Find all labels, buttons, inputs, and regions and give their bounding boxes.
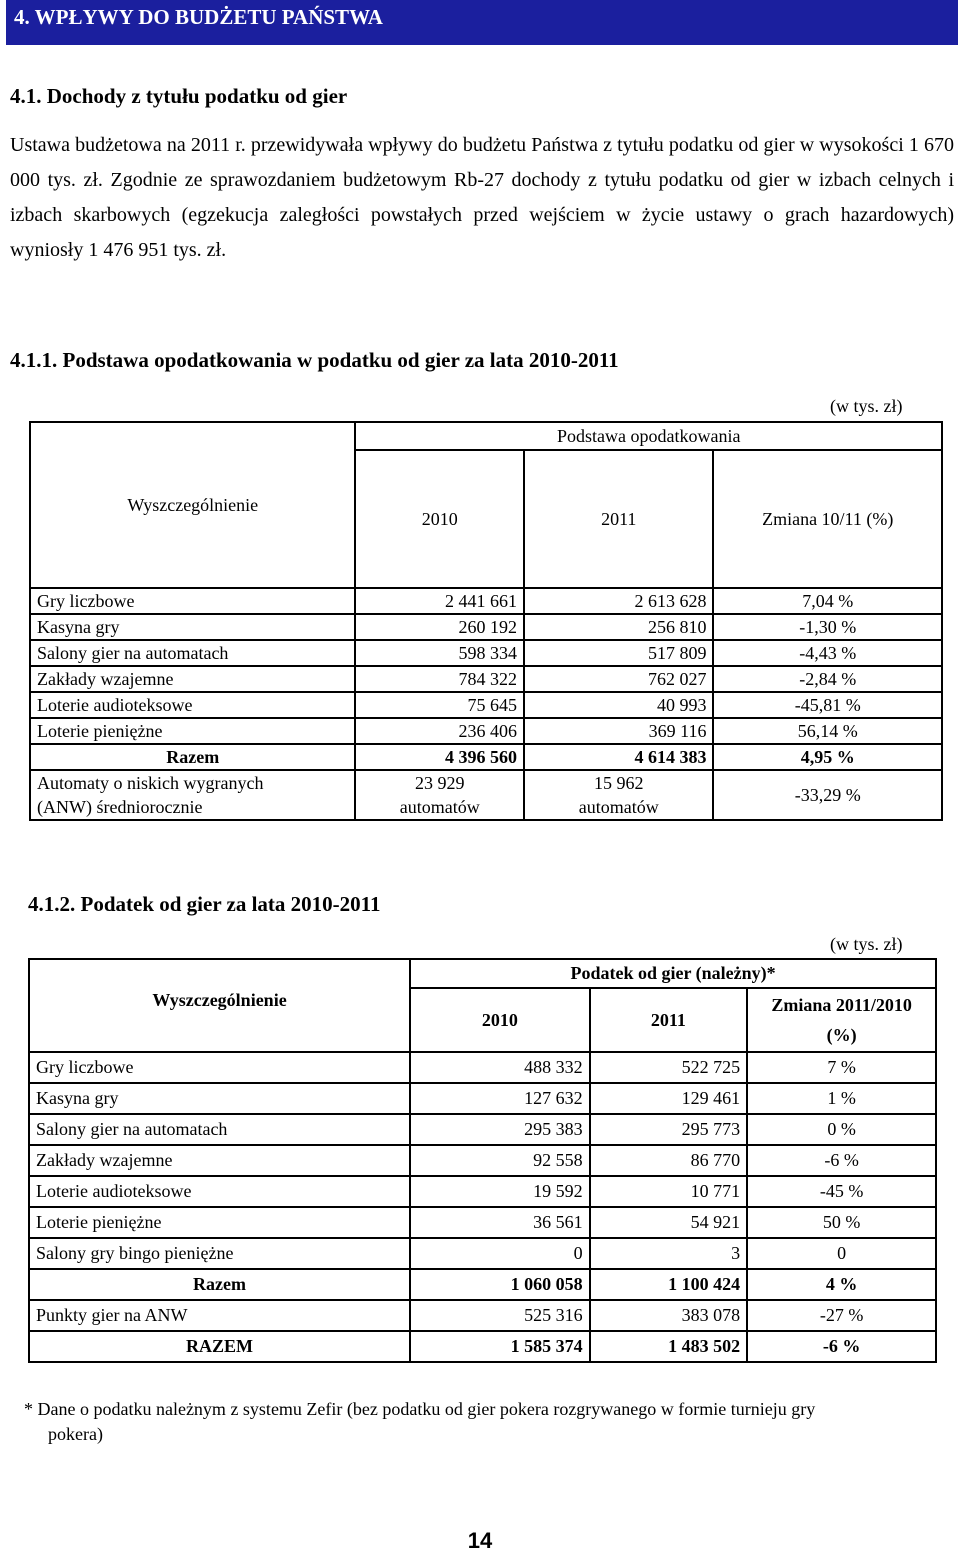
row-name: Razem xyxy=(30,744,355,770)
table-row xyxy=(30,692,942,718)
row-name: Salony gier na automatach xyxy=(29,1114,410,1145)
cell-2010: 0 xyxy=(410,1238,589,1269)
table1-col-2010: 2010 xyxy=(355,450,524,588)
cell-change: 4 % xyxy=(747,1269,936,1300)
table-row xyxy=(29,1083,936,1114)
table-row xyxy=(30,718,942,744)
row-name: RAZEM xyxy=(29,1331,410,1362)
cell-2010: 598 334 xyxy=(355,640,524,666)
table-row xyxy=(29,1052,936,1083)
footnote xyxy=(24,1397,958,1447)
table2-col-change xyxy=(747,988,936,1052)
cell-2010: 1 585 374 xyxy=(410,1331,589,1362)
cell-change: -45 % xyxy=(747,1176,936,1207)
change-header-line1: Zmiana 2011/2010 xyxy=(771,995,912,1015)
cell-2011: 256 810 xyxy=(524,614,713,640)
cell-2010: 1 060 058 xyxy=(410,1269,589,1300)
cell-2010: 260 192 xyxy=(355,614,524,640)
table1 xyxy=(29,421,943,821)
table-row xyxy=(30,640,942,666)
row-name: Loterie pieniężne xyxy=(30,718,355,744)
row-name: Loterie audioteksowe xyxy=(30,692,355,718)
table-total-row xyxy=(29,1269,936,1300)
cell-change: 0 xyxy=(747,1238,936,1269)
section-banner: 4. WPŁYWY DO BUDŻETU PAŃSTWA xyxy=(6,0,958,45)
cell-change: 7 % xyxy=(747,1052,936,1083)
table-row xyxy=(29,1176,936,1207)
cell-2010 xyxy=(355,770,524,820)
table-row-anw xyxy=(29,1300,936,1331)
cell-change: -6 % xyxy=(747,1331,936,1362)
cell-2011: 522 725 xyxy=(590,1052,748,1083)
cell-change: 0 % xyxy=(747,1114,936,1145)
cell-2010: 4 396 560 xyxy=(355,744,524,770)
cell-change: -1,30 % xyxy=(713,614,942,640)
row-name: Gry liczbowe xyxy=(30,588,355,614)
table1-header-label: Wyszczególnienie xyxy=(30,422,355,588)
cell-change: -2,84 % xyxy=(713,666,942,692)
cell-change: -45,81 % xyxy=(713,692,942,718)
cell-change: 1 % xyxy=(747,1083,936,1114)
row-name: Salony gier na automatach xyxy=(30,640,355,666)
cell-change: -6 % xyxy=(747,1145,936,1176)
footnote-line1: * Dane o podatku należnym z systemu Zefir (bez podatku od gier pokera rozgrywanego w formie turnieju gry xyxy=(24,1399,816,1419)
cell-2011: 1 483 502 xyxy=(590,1331,748,1362)
cell-change: 7,04 % xyxy=(713,588,942,614)
row-name: Zakłady wzajemne xyxy=(29,1145,410,1176)
footnote-line2: pokera) xyxy=(48,1424,103,1444)
row-name: Punkty gier na ANW xyxy=(29,1300,410,1331)
cell-2010-line2: automatów xyxy=(399,797,480,817)
cell-change: -27 % xyxy=(747,1300,936,1331)
cell-2010: 784 322 xyxy=(355,666,524,692)
cell-2010: 75 645 xyxy=(355,692,524,718)
row-name: Kasyna gry xyxy=(29,1083,410,1114)
cell-2011-line2: automatów xyxy=(578,797,659,817)
table2-unit: (w tys. zł) xyxy=(830,934,903,954)
row-name: Gry liczbowe xyxy=(29,1052,410,1083)
cell-2011: 1 100 424 xyxy=(590,1269,748,1300)
cell-2010: 92 558 xyxy=(410,1145,589,1176)
table1-unit: (w tys. zł) xyxy=(830,396,903,416)
row-name-line1: Automaty o niskich wygranych xyxy=(37,773,264,793)
row-name: Kasyna gry xyxy=(30,614,355,640)
table2-group-header: Podatek od gier (należny)* xyxy=(410,959,936,988)
table2-header-label: Wyszczególnienie xyxy=(29,959,410,1052)
cell-change: -4,43 % xyxy=(713,640,942,666)
cell-2010: 525 316 xyxy=(410,1300,589,1331)
cell-2011-line1: 15 962 xyxy=(593,773,644,793)
cell-2011: 762 027 xyxy=(524,666,713,692)
cell-2010: 19 592 xyxy=(410,1176,589,1207)
table1-col-change: Zmiana 10/11 (%) xyxy=(713,450,942,588)
table-row xyxy=(29,1238,936,1269)
cell-2011: 517 809 xyxy=(524,640,713,666)
table1-title: 4.1.1. Podstawa opodatkowania w podatku od gier za lata 2010-2011 xyxy=(10,348,619,372)
cell-2010: 488 332 xyxy=(410,1052,589,1083)
cell-2011: 129 461 xyxy=(590,1083,748,1114)
table-row xyxy=(30,614,942,640)
table-row-anw xyxy=(30,770,942,820)
table-row xyxy=(30,588,942,614)
cell-2011: 2 613 628 xyxy=(524,588,713,614)
row-name: Zakłady wzajemne xyxy=(30,666,355,692)
row-name: Salony gry bingo pieniężne xyxy=(29,1238,410,1269)
table2-col-2010: 2010 xyxy=(410,988,589,1052)
table2-col-2011: 2011 xyxy=(590,988,748,1052)
table2-title: 4.1.2. Podatek od gier za lata 2010-2011 xyxy=(28,892,381,916)
table-row xyxy=(30,666,942,692)
table2 xyxy=(28,958,937,1363)
cell-2011: 295 773 xyxy=(590,1114,748,1145)
subsection-title: 4.1. Dochody z tytułu podatku od gier xyxy=(10,84,348,108)
change-header-line2: (%) xyxy=(826,1025,857,1045)
cell-2010: 295 383 xyxy=(410,1114,589,1145)
cell-change: 50 % xyxy=(747,1207,936,1238)
cell-2011: 86 770 xyxy=(590,1145,748,1176)
row-name: Loterie audioteksowe xyxy=(29,1176,410,1207)
cell-2010: 127 632 xyxy=(410,1083,589,1114)
cell-2011: 54 921 xyxy=(590,1207,748,1238)
cell-2010: 36 561 xyxy=(410,1207,589,1238)
table1-group-header: Podstawa opodatkowania xyxy=(355,422,942,450)
row-name-line2: (ANW) średniorocznie xyxy=(37,797,203,817)
cell-change: 4,95 % xyxy=(713,744,942,770)
row-name: Razem xyxy=(29,1269,410,1300)
cell-2011: 10 771 xyxy=(590,1176,748,1207)
table-total-row xyxy=(30,744,942,770)
cell-2011: 383 078 xyxy=(590,1300,748,1331)
cell-2010: 236 406 xyxy=(355,718,524,744)
cell-change: -33,29 % xyxy=(713,770,942,820)
cell-2011: 3 xyxy=(590,1238,748,1269)
table1-col-2011: 2011 xyxy=(524,450,713,588)
cell-2010-line1: 23 929 xyxy=(415,773,465,793)
table-row xyxy=(29,1145,936,1176)
cell-2011: 40 993 xyxy=(524,692,713,718)
row-name: Loterie pieniężne xyxy=(29,1207,410,1238)
table-row xyxy=(29,1114,936,1145)
page-number: 14 xyxy=(467,1528,493,1553)
table-grand-total-row xyxy=(29,1331,936,1362)
cell-2011 xyxy=(524,770,713,820)
cell-2010: 2 441 661 xyxy=(355,588,524,614)
cell-2011: 369 116 xyxy=(524,718,713,744)
cell-change: 56,14 % xyxy=(713,718,942,744)
row-name xyxy=(30,770,355,820)
body-paragraph: Ustawa budżetowa na 2011 r. przewidywała wpływy do budżetu Państwa z tytułu podatku od gier w wysokości 1 670 000 tys. zł. Zgodnie ze sprawozdaniem budżetowym Rb-27 dochody z tytułu podatku od gier w izbach celnych i izbach skarbowych (egzekucja zaległości powstałych przed wejściem w życie ustawy o grach hazardowych) wyniosły 1 476 951 tys. zł. xyxy=(10,134,954,261)
cell-2011: 4 614 383 xyxy=(524,744,713,770)
table-row xyxy=(29,1207,936,1238)
